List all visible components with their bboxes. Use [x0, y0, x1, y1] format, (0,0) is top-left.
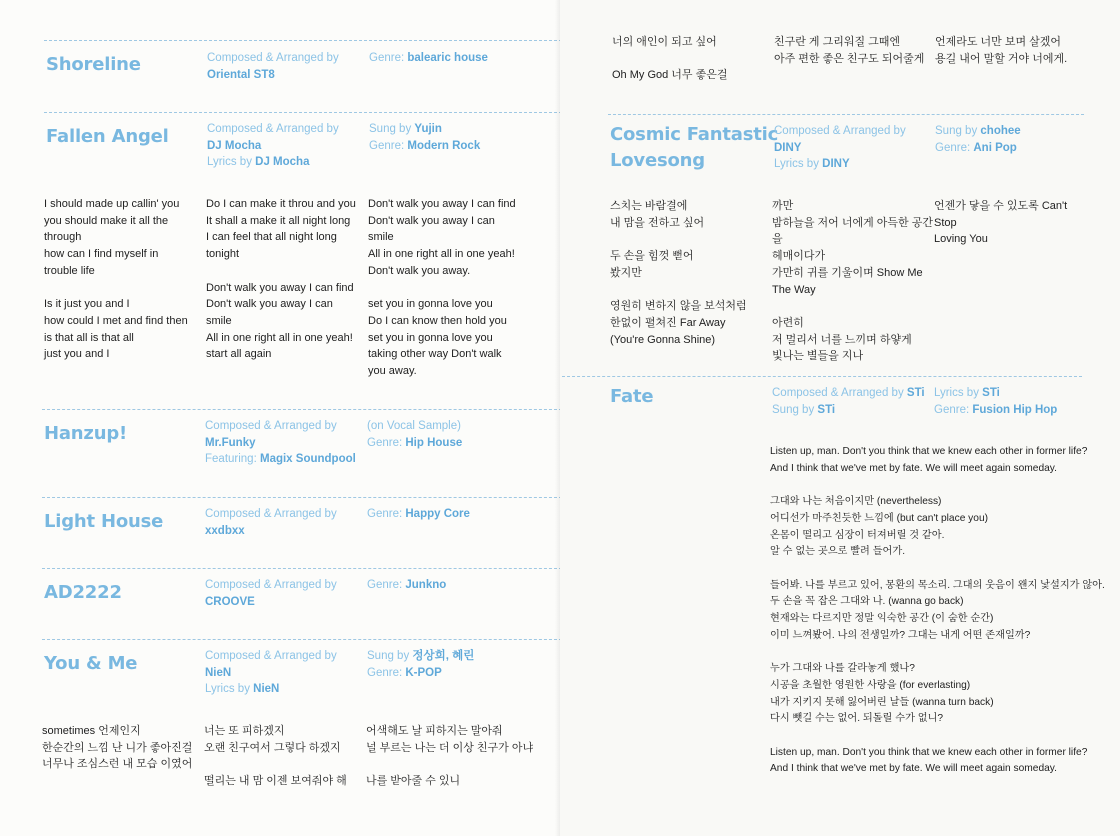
track-title: Hanzup!: [44, 423, 128, 444]
lyric-line: 영원히 변하지 않을 보석처럼: [610, 300, 747, 313]
featuring-label: Featuring:: [205, 453, 257, 465]
credit-value: Oriental ST8: [207, 68, 275, 81]
lyric-line: 널 부르는 나는 더 이상 친구가 아냐: [366, 741, 534, 754]
genre-value: Happy Core: [405, 508, 470, 520]
lyrics-value: NieN: [253, 683, 280, 695]
track-shoreline: [44, 40, 562, 110]
lyric-line: 현재와는 다르지만 정말 익숙한 공간 (이 숨한 순간): [770, 613, 994, 624]
lyric-line: Don't walk you away I can find: [206, 281, 354, 294]
lyric-line: Don't walk you away I can: [368, 214, 495, 227]
lyric-line: how can I find myself in: [44, 248, 159, 261]
lyrics-col-3: [934, 198, 1084, 248]
credits: [205, 506, 337, 539]
sung-value: Yujin: [414, 123, 442, 135]
genre-value: Fusion Hip Hop: [972, 403, 1058, 416]
credit-label: Composed & Arranged by: [207, 123, 339, 135]
lyric-line: Listen up, man. Don't you think that we knew each other in former life?: [770, 446, 1088, 457]
track-title: Light House: [44, 511, 164, 532]
lyric-line: set you in gonna love you: [368, 298, 493, 311]
lyric-line: Do I can make it throu and you: [206, 198, 356, 210]
lyrics-col-1: [612, 34, 772, 84]
lyric-line: 봤지만: [610, 266, 642, 279]
lyric-line: 아련히: [772, 316, 804, 329]
genre-label: Genre:: [367, 508, 403, 520]
genre-value: K-POP: [405, 666, 442, 679]
lyrics-genre: [934, 385, 1057, 418]
featuring-value: Magix Soundpool: [259, 453, 356, 465]
lyric-line: 두 손을 꼭 잡은 그대와 나. (wanna go back): [770, 596, 964, 608]
lyric-line: 친구란 게 그리워질 그때엔: [774, 36, 901, 48]
sung-genre: [935, 123, 1021, 156]
credits: [774, 123, 906, 173]
lyric-line: [770, 644, 1115, 661]
genre-value: Junkno: [405, 579, 447, 591]
lyric-line: Don't walk you away.: [368, 264, 471, 277]
lyric-line: Don't walk you away I can: [206, 298, 333, 311]
credit-label: Composed & Arranged by: [205, 508, 337, 520]
genre-value: Ani Pop: [973, 141, 1017, 154]
lyric-line: 언젠가 닿을 수 있도록 Can't Stop: [934, 200, 1071, 229]
lyrics-col-3: [368, 196, 528, 380]
sung-label: Sung by: [367, 650, 410, 662]
sung-label: Sung by: [772, 403, 815, 416]
track-title-line-2: Lovesong: [610, 150, 705, 171]
lyric-line: 한없이 펼쳐진 Far Away: [610, 316, 726, 329]
genre-value: Modern Rock: [407, 139, 481, 152]
lyric-line: Don't walk you away I can find: [368, 198, 516, 210]
genre: [369, 50, 488, 67]
section-divider: [42, 409, 562, 411]
lyric-line: 시공을 초월한 영원한 사랑을 (for everlasting): [770, 679, 971, 691]
lyric-line: 스치는 바람결에: [610, 200, 688, 212]
lyric-line: 너의 애인이 되고 싶어: [612, 36, 717, 48]
lyric-line: 까만: [772, 200, 794, 212]
lyric-line: [610, 231, 770, 248]
genre-value: balearic house: [407, 52, 488, 64]
track-fate: [562, 376, 1105, 796]
lyric-line: [770, 477, 1115, 494]
lyrics-value: STi: [982, 387, 1000, 399]
lyric-line: sometimes 언제인지: [42, 725, 141, 737]
lyric-line: start all again: [206, 348, 272, 361]
lyric-line: trouble life: [44, 264, 95, 277]
credit-value: CROOVE: [205, 595, 255, 608]
section-divider: [42, 497, 562, 499]
lyric-line: you should make it all the: [44, 214, 169, 227]
lyric-line: 들어봐. 나를 부르고 있어, 몽환의 목소리. 그대의 웃음이 왠지 낯설지가 않아.: [770, 579, 1105, 591]
lyrics-label: Lyrics by: [205, 683, 250, 695]
lyrics-col-3: [366, 723, 536, 790]
lyric-line: 두 손을 힘껏 뻗어: [610, 250, 694, 263]
lyric-line: 오랜 친구여서 그렇다 하겠지: [204, 741, 341, 754]
lyric-line: you away.: [368, 365, 417, 378]
lyrics-col-2: [204, 723, 364, 790]
lyrics-col-1: [42, 723, 202, 773]
lyrics-col-1: [610, 198, 770, 348]
lyrics-col-2: [206, 196, 364, 363]
track-title: You & Me: [44, 653, 138, 674]
sung-value: 정상희, 혜린: [412, 650, 475, 662]
section-divider: [42, 568, 562, 570]
lyric-line: [610, 282, 770, 299]
genre: [367, 418, 462, 451]
sung-genre: [369, 121, 480, 154]
track-title: AD2222: [44, 582, 122, 603]
credit-value: xxdbxx: [205, 524, 245, 537]
track-hanzup: [42, 409, 562, 489]
credits: [205, 648, 337, 698]
sung-label: Sung by: [935, 125, 978, 137]
genre-label: Genre:: [367, 666, 403, 679]
lyric-line: set you in gonna love you: [368, 331, 493, 344]
lyric-line: 저 멀리서 너를 느끼며 하얗게: [772, 333, 912, 346]
track-ad2222: [42, 568, 562, 632]
lyric-line: 어디선가 마주친듯한 느낌에 (but can't place you): [770, 512, 989, 524]
lyric-line: smile: [206, 314, 232, 327]
genre-label: Genre:: [369, 52, 405, 64]
credit-label: Composed & Arranged by: [205, 650, 337, 662]
lyric-line: [612, 51, 772, 68]
lyric-line: 나를 받아줄 수 있니: [366, 775, 461, 788]
section-divider: [44, 40, 562, 42]
lyric-line: smile: [368, 231, 394, 244]
lyric-line: 너는 또 피하겠지: [204, 725, 285, 737]
genre-value: Hip House: [405, 436, 463, 449]
credits: [205, 418, 356, 468]
track-fallen-angel: [44, 112, 562, 402]
lyric-line: 가만히 귀를 기울이며 Show Me: [772, 266, 923, 279]
lyric-line: 누가 그대와 나를 갈라놓게 했나?: [770, 663, 915, 675]
lyric-line: Oh My God 너무 좋은걸: [612, 69, 728, 82]
track-title: Fallen Angel: [46, 126, 169, 147]
lyrics-col-3: [935, 34, 1105, 67]
sung-value: chohee: [980, 125, 1021, 137]
fate-lyrics: [770, 444, 1115, 778]
lyric-line: Do I can know then hold you: [368, 314, 507, 327]
lyric-line: It shall a make it all night long: [206, 214, 351, 227]
lyric-line: taking other way Don't walk: [368, 348, 502, 361]
lyric-line: [772, 298, 938, 315]
lyric-line: 알 수 없는 곳으로 빨려 들어가.: [770, 546, 906, 558]
credit-value: DJ Mocha: [207, 139, 262, 152]
lyric-line: 언제라도 너만 보며 살겠어: [935, 36, 1062, 48]
lyric-line: I should made up callin' you: [44, 198, 180, 210]
lyric-line: Is it just you and I: [44, 298, 130, 311]
lyric-line: 온몸이 떨리고 심장이 터져버릴 것 같아.: [770, 529, 945, 541]
lyrics-value: DJ Mocha: [255, 156, 310, 168]
track-title-line-1: Cosmic Fantastic: [610, 124, 779, 145]
genre-label: Genre:: [934, 403, 970, 416]
lyric-line: [204, 756, 364, 773]
continued-lyrics: [612, 34, 1112, 94]
lyric-line: I can feel that all night long: [206, 231, 337, 244]
lyric-line: 다시 뺏길 수는 없어. 되돌릴 수가 없니?: [770, 713, 944, 725]
section-divider: [42, 639, 562, 641]
lyrics-col-2: [772, 198, 938, 365]
sung-genre: [367, 648, 474, 681]
lyric-line: just you and I: [44, 348, 110, 361]
track-you-and-me: [42, 639, 562, 829]
genre-label: Genre:: [367, 436, 403, 449]
lyric-line: [44, 280, 200, 297]
section-divider: [44, 112, 562, 114]
lyric-line: is that all is that all: [44, 331, 134, 344]
credit-label: Composed & Arranged by: [207, 52, 339, 64]
credit-value: DINY: [774, 141, 802, 154]
lyric-line: 이미 느껴봤어. 나의 전생일까? 그대는 내게 어떤 존재일까?: [770, 629, 1031, 641]
lyric-line: [770, 561, 1115, 578]
lyric-line: 내가 지키지 못해 잃어버린 날들 (wanna turn back): [770, 696, 994, 708]
lyric-line: 빛나는 별들을 지나: [772, 350, 864, 363]
lyric-line: And I think that we've met by fate. We will meet again someday.: [770, 462, 1057, 474]
section-divider: [608, 114, 1084, 116]
track-cosmic-fantastic-lovesong: [608, 114, 1084, 364]
lyric-line: [206, 263, 364, 280]
lyric-line: 아주 편한 좋은 친구도 되어줄게: [774, 52, 925, 65]
sung-label: Sung by: [369, 123, 412, 135]
credit-label: Composed & Arranged by: [205, 579, 337, 591]
credit-value: STi: [906, 387, 925, 399]
genre-label: Genre:: [367, 579, 403, 591]
lyric-line: [368, 280, 528, 297]
credit-value: NieN: [205, 666, 232, 679]
lyrics-col-2: [774, 34, 939, 67]
track-title: [610, 122, 778, 174]
lyric-line: (You're Gonna Shine): [610, 333, 716, 346]
lyric-line: 밤하늘을 저어 너에게 아득한 공간을: [772, 216, 933, 246]
lyric-line: Listen up, man. Don't you think that we knew each other in former life?: [770, 746, 1088, 758]
genre: [367, 577, 446, 594]
right-page: [560, 0, 1120, 836]
lyric-line: 어색해도 날 피하지는 말아줘: [366, 725, 503, 737]
lyric-line: Loving You: [934, 233, 988, 246]
lyric-line: All in one right all in one yeah!: [206, 331, 353, 344]
credits: [205, 577, 337, 610]
lyric-line: 너무나 조심스런 내 모습 이였어: [42, 758, 193, 771]
lyrics-label: Lyrics by: [774, 158, 819, 170]
sung-value: STi: [817, 403, 836, 416]
credit-label: Composed & Arranged by: [772, 387, 904, 399]
lyric-line: through: [44, 231, 82, 244]
lyrics-label: Lyrics by: [934, 387, 979, 399]
credit-label: Composed & Arranged by: [774, 125, 906, 137]
lyric-line: [366, 756, 536, 773]
lyric-line: All in one right all in one yeah!: [368, 248, 515, 261]
lyric-line: 용길 내어 말할 거야 너에게.: [935, 52, 1068, 65]
lyric-line: 한순간의 느낌 난 니가 좋아진걸: [42, 741, 193, 754]
genre-label: Genre:: [369, 139, 405, 152]
section-divider: [562, 376, 1082, 378]
lyric-line: 떨리는 내 맘 이젠 보여줘야 해: [204, 775, 347, 788]
track-light-house: [42, 497, 562, 561]
lyric-line: 내 맘을 전하고 싶어: [610, 216, 705, 229]
lyric-line: how could I met and find then: [44, 314, 188, 327]
lyrics-col-1: [44, 196, 200, 363]
credit-label: Composed & Arranged by: [205, 420, 337, 432]
genre: [367, 506, 470, 523]
genre-label: Genre:: [935, 141, 971, 154]
vocal-sample-note: (on Vocal Sample): [367, 420, 461, 432]
credits: [207, 121, 339, 171]
track-title: Shoreline: [46, 54, 141, 75]
lyrics-label: Lyrics by: [207, 156, 252, 168]
lyric-line: And I think that we've met by fate. We will meet again someday.: [770, 763, 1057, 775]
lyric-line: [770, 728, 1115, 745]
lyric-line: tonight: [206, 248, 240, 261]
credits: [207, 50, 339, 83]
lyric-line: The Way: [772, 283, 816, 296]
lyrics-value: DINY: [822, 158, 850, 170]
credit-value: Mr.Funky: [205, 436, 256, 449]
lyric-line: 헤매이다가: [772, 250, 826, 263]
credits: [772, 385, 925, 418]
track-title: Fate: [610, 386, 654, 407]
lyric-line: 그대와 나는 처음이지만 (nevertheless): [770, 496, 942, 508]
